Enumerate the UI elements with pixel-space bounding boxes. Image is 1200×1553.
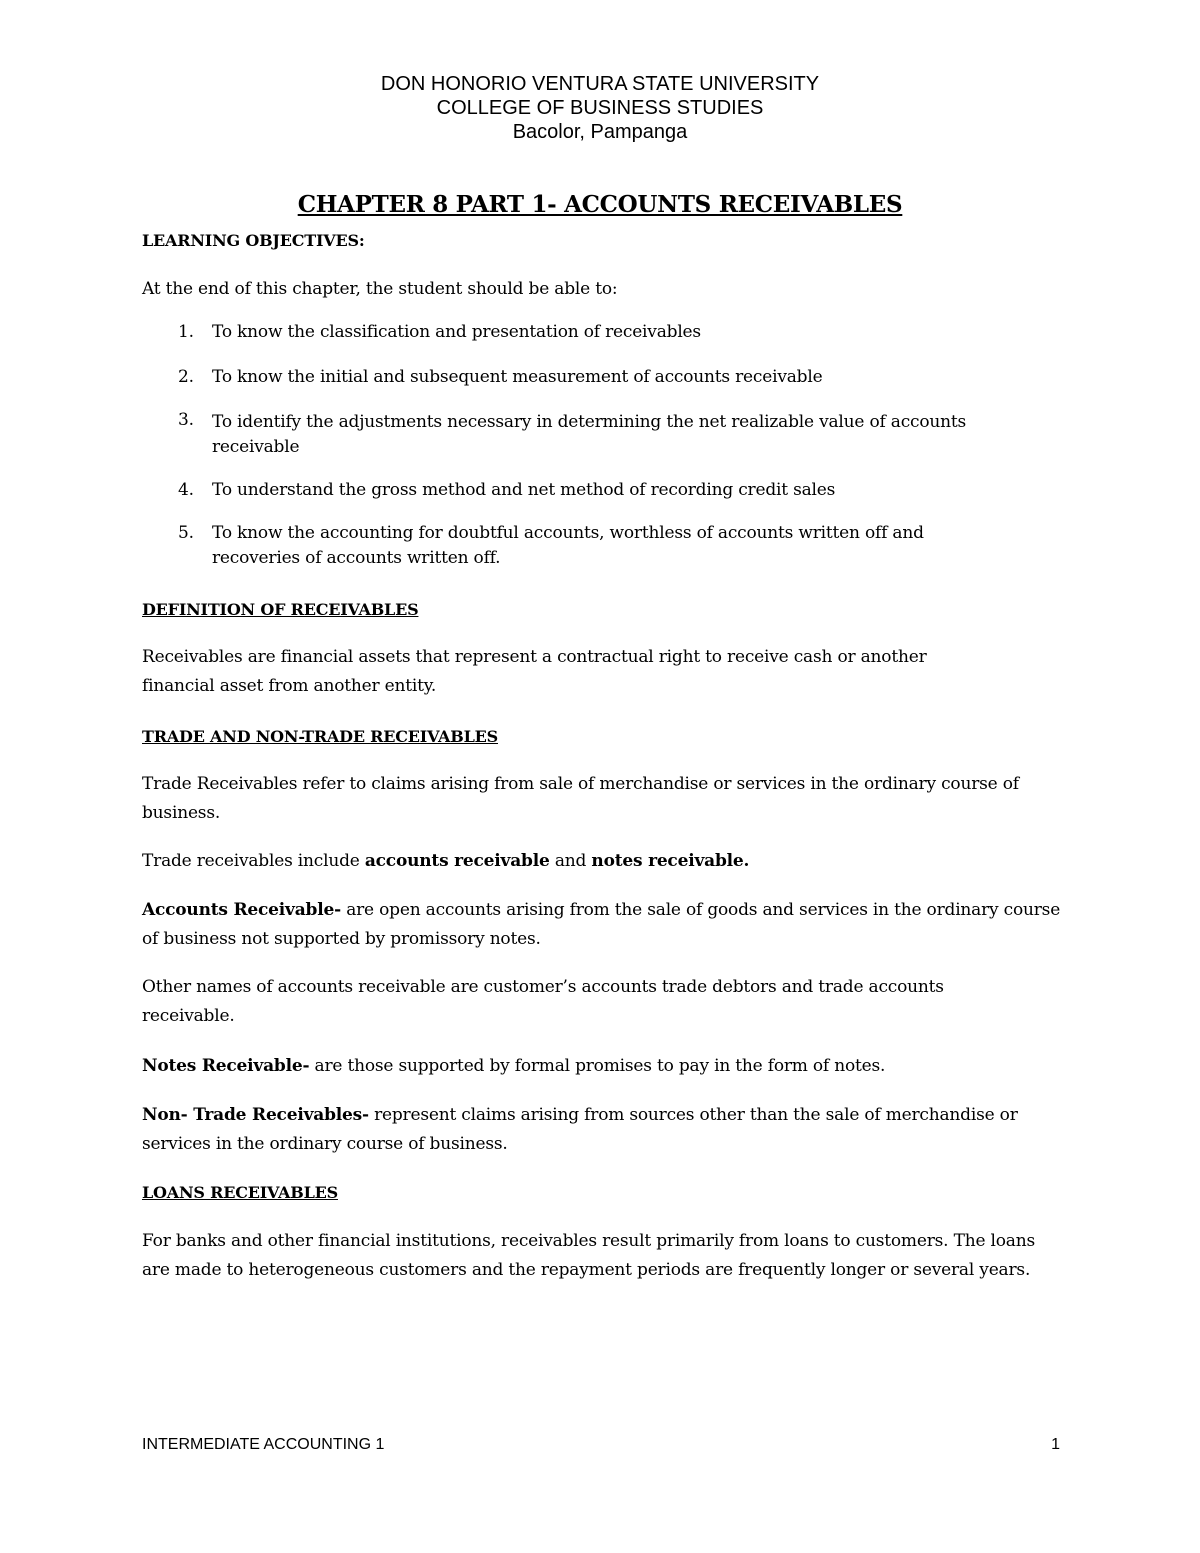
page-footer [142,1436,1060,1454]
term-notes-receivable: notes receivable. [591,851,750,871]
definition-text: Receivables are financial assets that represent a contractual right to receive cash or another financial asset from another entity. [142,647,927,696]
objective-number: 4. [178,480,194,500]
objective-item [142,318,1042,347]
objective-text: To know the accounting for doubtful accounts, worthless of accounts written off and recoveries of accounts written off. [212,523,924,568]
document-header [0,72,1200,144]
text-run: represent claims arising from sources other than the sale of merchandise or services in the ordinary course of business. [142,1105,1018,1154]
college-name: COLLEGE OF BUSINESS STUDIES [436,97,764,119]
page-number: 1 [1051,1436,1060,1453]
notes-receivable-para [142,1052,1062,1081]
objective-text: To know the initial and subsequent measurement of accounts receivable [212,367,823,387]
term-accounts-receivable: accounts receivable [364,851,550,871]
text-run: are open accounts arising from the sale of goods and services in the ordinary course of business not supported by promissory notes. [142,900,1061,949]
trade-heading: TRADE AND NON-TRADE RECEIVABLES [142,727,498,746]
objective-number: 2. [178,367,194,387]
non-trade-term: Non- Trade Receivables- [142,1105,369,1125]
text-run: are those supported by formal promises to pay in the form of notes. [309,1056,886,1076]
non-trade-para [142,1101,1062,1159]
objective-number: 1. [178,322,194,342]
objective-number: 5. [178,523,194,543]
objective-text: To know the classification and presentation of receivables [212,322,701,342]
objective-item [142,408,1032,460]
objective-number: 3. [178,410,194,430]
location: Bacolor, Pampanga [512,121,688,143]
other-names-para: Other names of accounts receivable are customer’s accounts trade debtors and trade accounts receivable. [142,977,944,1026]
loans-text: For banks and other financial institutions, receivables result primarily from loans to customers. The loans are made to heterogeneous customers and the repayment periods are frequently longer or several years. [142,1231,1035,1280]
text-run: and [549,851,592,871]
objective-item [142,521,992,571]
accounts-receivable-para [142,896,1062,954]
learning-objectives-heading: LEARNING OBJECTIVES: [142,231,365,250]
definition-heading: DEFINITION OF RECEIVABLES [142,600,419,619]
loans-heading: LOANS RECEIVABLES [142,1183,338,1202]
chapter-title: CHAPTER 8 PART 1- ACCOUNTS RECEIVABLES [297,191,903,218]
objectives-list [142,318,1042,571]
university-name: DON HONORIO VENTURA STATE UNIVERSITY [380,73,820,95]
objective-item [142,476,1042,505]
objective-text: To understand the gross method and net method of recording credit sales [212,480,836,500]
trade-include-para [142,847,1042,876]
objective-item [142,363,1042,392]
footer-course: INTERMEDIATE ACCOUNTING 1 [142,1436,385,1453]
objectives-intro: At the end of this chapter, the student should be able to: [142,279,618,299]
notes-receivable-term: Notes Receivable- [142,1056,310,1076]
text-run: Trade receivables include [142,851,365,871]
accounts-receivable-term: Accounts Receivable- [142,900,341,920]
trade-para: Trade Receivables refer to claims arising from sale of merchandise or services in the ordinary course of business. [142,774,1019,823]
objective-text: To identify the adjustments necessary in determining the net realizable value of accounts receivable [212,412,967,457]
